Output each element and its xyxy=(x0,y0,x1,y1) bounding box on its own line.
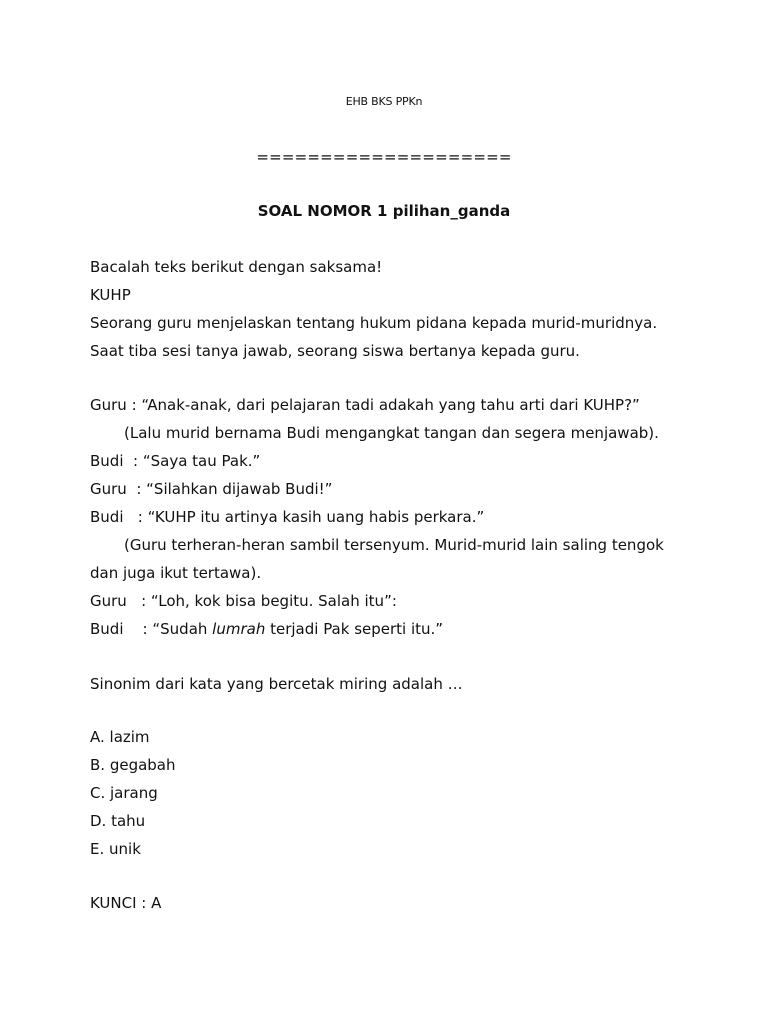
topic-label: KUHP xyxy=(90,286,131,304)
dialogue-stage-direction-1: (Lalu murid bernama Budi mengangkat tangan dan segera menjawab). xyxy=(124,424,659,442)
dialogue-budi-2: Budi : “KUHP itu artinya kasih uang habis perkara.” xyxy=(90,508,485,526)
document-header: EHB BKS PPKn xyxy=(345,95,423,108)
option-c: C. jarang xyxy=(90,784,158,802)
dialogue-stage-direction-2b: dan juga ikut tertawa). xyxy=(90,564,262,582)
narration-line-2: Saat tiba sesi tanya jawab, seorang siswa bertanya kepada guru. xyxy=(90,342,580,360)
dialogue-guru-3: Guru : “Loh, kok bisa begitu. Salah itu”: xyxy=(90,592,397,610)
dialogue-budi-3-suffix: terjadi Pak seperti itu.” xyxy=(265,620,444,638)
dialogue-budi-1: Budi : “Saya tau Pak.” xyxy=(90,452,261,470)
option-e: E. unik xyxy=(90,840,141,858)
option-a: A. lazim xyxy=(90,728,150,746)
italic-word: lumrah xyxy=(212,620,266,638)
question-text: Sinonim dari kata yang bercetak miring adalah … xyxy=(90,675,463,693)
instruction-text: Bacalah teks berikut dengan saksama! xyxy=(90,258,383,276)
option-d: D. tahu xyxy=(90,812,146,830)
dialogue-stage-direction-2a: (Guru terheran-heran sambil tersenyum. Murid-murid lain saling tengok xyxy=(124,536,664,554)
dialogue-guru-2: Guru : “Silahkan dijawab Budi!” xyxy=(90,480,333,498)
question-title: SOAL NOMOR 1 pilihan_ganda xyxy=(257,202,511,220)
dialogue-budi-3 xyxy=(90,619,443,639)
dialogue-budi-3-prefix: Budi : “Sudah xyxy=(90,620,213,638)
separator-line: ==================== xyxy=(256,148,512,166)
option-b: B. gegabah xyxy=(90,756,176,774)
answer-key: KUNCI : A xyxy=(90,894,162,912)
narration-line-1: Seorang guru menjelaskan tentang hukum pidana kepada murid-muridnya. xyxy=(90,314,658,332)
dialogue-guru-1: Guru : “Anak-anak, dari pelajaran tadi adakah yang tahu arti dari KUHP?” xyxy=(90,396,640,414)
